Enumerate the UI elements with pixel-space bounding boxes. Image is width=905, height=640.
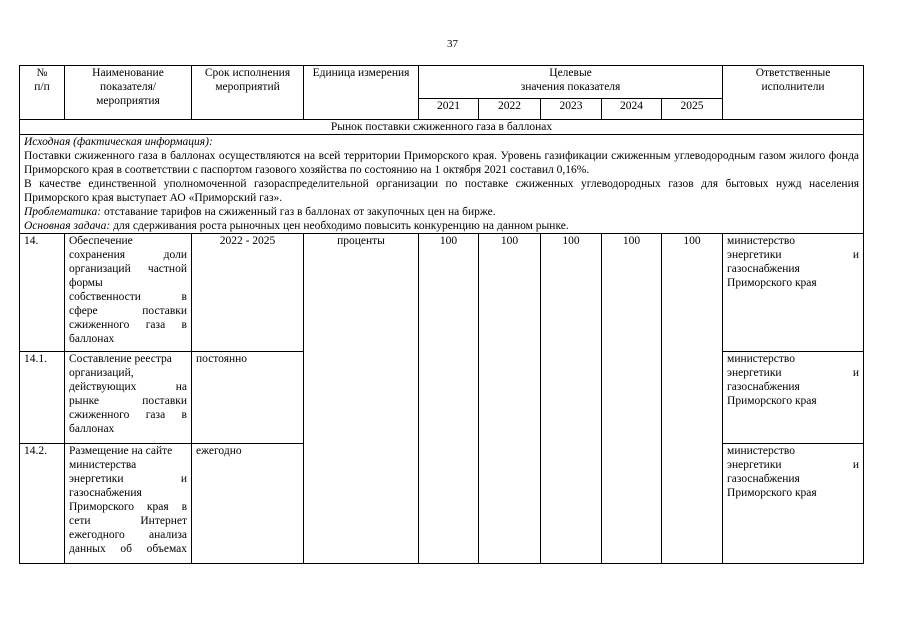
- row-deadline: 2022 - 2025: [192, 234, 304, 352]
- task-label: Основная задача:: [24, 220, 111, 232]
- header-deadline: Срок исполнения мероприятий: [192, 66, 304, 120]
- row-num: 14.: [20, 234, 65, 352]
- header-year: 2021: [419, 99, 479, 120]
- name-line: Составление реестра: [69, 353, 172, 365]
- name-line: организаций частной: [69, 263, 187, 275]
- name-line: Размещение на сайте: [69, 445, 173, 457]
- row-responsible: [723, 444, 864, 564]
- info-block: [20, 135, 864, 234]
- responsible-line: министерство: [727, 353, 796, 365]
- row-num: 14.1.: [20, 352, 65, 444]
- name-line: газоснабжения: [69, 487, 142, 499]
- row-deadline: постоянно: [192, 352, 304, 444]
- responsible-line: энергетики и: [727, 459, 860, 471]
- name-line: баллонах: [69, 333, 115, 345]
- section-title: Рынок поставки сжиженного газа в баллонах: [20, 120, 864, 135]
- responsible-line: министерство: [727, 235, 796, 247]
- org-text: В качестве единственной уполномоченной газораспределительной организации по поставке сжиженных углеводородных газов для бытовых нужд населения Приморского края выступает АО «Приморский газ».: [24, 178, 860, 204]
- responsible-line: Приморского края: [727, 277, 817, 289]
- name-line: сжиженного газа в: [69, 319, 187, 331]
- value-2024: 100: [602, 234, 662, 564]
- problem-text: отставание тарифов на сжиженный газ в баллонах от закупочных цен на бирже.: [101, 206, 496, 218]
- problem-label: Проблематика:: [24, 206, 102, 218]
- problem-line: [24, 205, 859, 219]
- value-2021: 100: [419, 234, 479, 564]
- header-unit: Единица измерения: [304, 66, 419, 120]
- responsible-line: газоснабжения: [727, 473, 800, 485]
- name-line: данных об объемах: [69, 543, 187, 555]
- responsible-line: министерство: [727, 445, 796, 457]
- page-number: 37: [447, 38, 458, 50]
- row-name: [65, 352, 192, 444]
- header-responsible: Ответственные исполнители: [723, 66, 864, 120]
- name-line: министерства: [69, 459, 137, 471]
- name-line: сфере поставки: [69, 305, 187, 317]
- value-2025: 100: [662, 234, 723, 564]
- header-target-values: Целевые значения показателя: [419, 66, 723, 99]
- header-year: 2025: [662, 99, 723, 120]
- header-year: 2023: [541, 99, 602, 120]
- responsible-line: газоснабжения: [727, 263, 800, 275]
- name-line: рынке поставки: [69, 395, 187, 407]
- table-row: [20, 234, 864, 352]
- name-line: Обеспечение: [69, 235, 133, 247]
- value-2023: 100: [541, 234, 602, 564]
- responsible-line: газоснабжения: [727, 381, 800, 393]
- task-line: [24, 219, 859, 233]
- row-name: [65, 234, 192, 352]
- source-text: Поставки сжиженного газа в баллонах осуществляются на всей территории Приморского края. Уровень газификации сжиженным углеводородным газом жилого фонда Приморского края в соответствии с паспортом газового хозяйства по состоянию на 1 октября 2021 составил 0,16%.: [24, 150, 860, 176]
- name-line: собственности в: [69, 291, 187, 303]
- name-line: формы: [69, 277, 103, 289]
- row-num: 14.2.: [20, 444, 65, 564]
- name-line: организаций,: [69, 367, 134, 379]
- name-line: действующих на: [69, 381, 187, 393]
- responsible-line: Приморского края: [727, 395, 817, 407]
- value-2022: 100: [479, 234, 541, 564]
- source-label: Исходная (фактическая информация):: [24, 136, 213, 148]
- task-text: для сдерживания роста рыночных цен необходимо повысить конкуренцию на данном рынке.: [110, 220, 569, 232]
- header-year: 2022: [479, 99, 541, 120]
- row-responsible: [723, 352, 864, 444]
- name-line: сжиженного газа в: [69, 409, 187, 421]
- name-line: сети Интернет: [69, 515, 187, 527]
- name-line: энергетики и: [69, 473, 187, 485]
- row-unit: проценты: [304, 234, 419, 564]
- name-line: сохранения доли: [69, 249, 187, 261]
- header-name: Наименование показателя/мероприятия: [65, 66, 192, 120]
- header-num: № п/п: [20, 66, 65, 120]
- indicator-table: [19, 65, 864, 564]
- row-deadline: ежегодно: [192, 444, 304, 564]
- row-name: [65, 444, 192, 564]
- name-line: баллонах: [69, 423, 115, 435]
- header-year: 2024: [602, 99, 662, 120]
- responsible-line: энергетики и: [727, 367, 860, 379]
- name-line: ежегодного анализа: [69, 529, 187, 541]
- responsible-line: энергетики и: [727, 249, 860, 261]
- name-line: Приморского края в: [69, 501, 187, 513]
- row-responsible: [723, 234, 864, 352]
- responsible-line: Приморского края: [727, 487, 817, 499]
